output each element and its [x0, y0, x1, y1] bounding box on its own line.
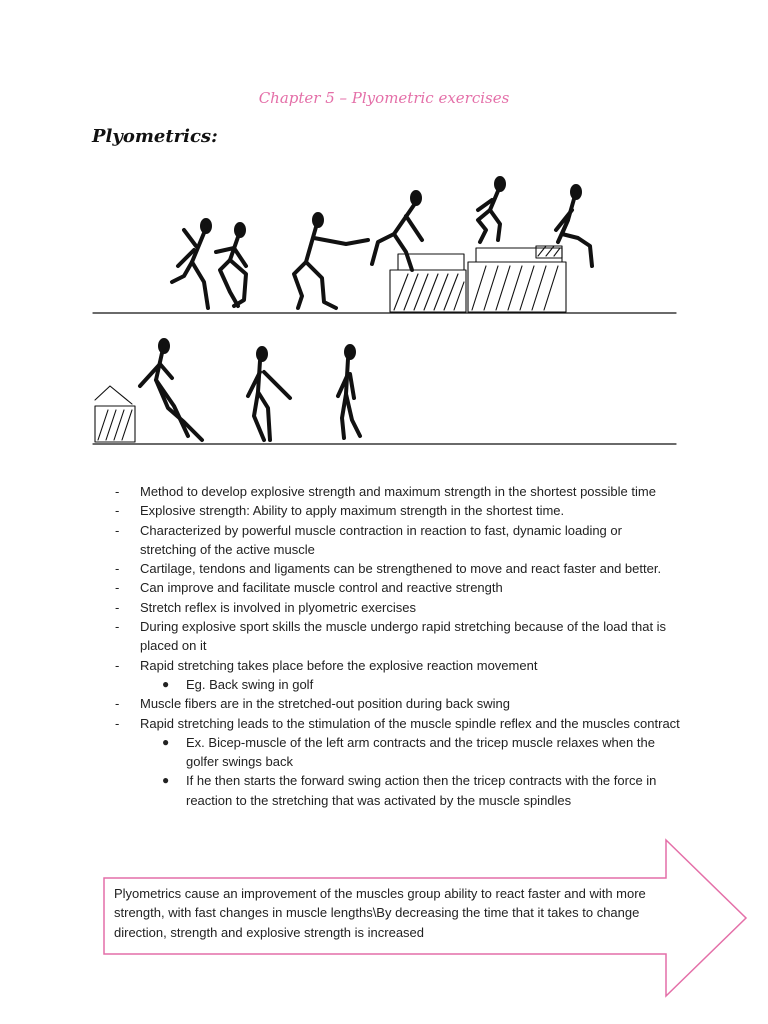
list-item: - During explosive sport skills the muscle undergo rapid stretching because of the load that is placed on it [115, 619, 667, 654]
bullet-dot-icon: ● [162, 734, 170, 749]
list-item-text: Rapid stretching takes place before the explosive reaction movement [140, 657, 538, 673]
athlete-figure-reach [294, 214, 368, 308]
athlete-figure-run [172, 220, 210, 308]
plyometric-sequence-illustration [88, 170, 688, 455]
sub-list-item [110, 771, 680, 810]
list-item-text: During explosive sport skills the muscle undergo rapid stretching because of the load that is placed on it [140, 619, 667, 654]
athlete-figure-crouch [216, 224, 246, 306]
section-heading: Plyometrics: [92, 126, 218, 147]
list-item-text: Explosive strength: Ability to apply maximum strength in the shortest time. [140, 503, 565, 519]
list-item-text: Cartilage, tendons and ligaments can be strengthened to move and react faster and better. [140, 561, 662, 577]
list-item-text: Can improve and facilitate muscle control and reactive strength [140, 580, 503, 596]
list-item-text: Rapid stretching leads to the stimulation of the muscle spindle reflex and the muscles contract [140, 715, 680, 731]
list-item: - Method to develop explosive strength and maximum strength in the shortest possible time [115, 484, 656, 499]
list-item: - Muscle fibers are in the stretched-out position during back swing [115, 696, 510, 712]
bullet-dot-icon: ● [162, 773, 170, 788]
list-item: - Cartilage, tendons and ligaments can be strengthened to move and react faster and better. [115, 561, 662, 577]
sub-list-item-text: Eg. Back swing in golf [186, 676, 314, 692]
list-item: - Rapid stretching takes place before the explosive reaction movement [115, 657, 538, 673]
athlete-figure-tuck-jump [478, 178, 504, 242]
athlete-figure-rebound [338, 346, 360, 438]
sub-list-item-text: If he then starts the forward swing action then the tricep contracts with the force in reaction to the stretching that was activated by the muscle spindles [186, 773, 657, 808]
list-item-text: Stretch reflex is involved in plyometric exercises [140, 599, 416, 615]
plyo-box-small [390, 254, 466, 312]
list-item: - Can improve and facilitate muscle control and reactive strength [115, 580, 503, 596]
summary-callout-text: Plyometrics cause an improvement of the muscles group ability to react faster and with more strength, with fast changes in muscle lengths\By decreasing the time that it takes to change direction, strength and explosive strength is increased [114, 886, 646, 940]
list-item: - Characterized by powerful muscle contraction in reaction to fast, dynamic loading or stretching of the active muscle [115, 522, 622, 557]
bullet-dot-icon: ● [162, 676, 170, 691]
athlete-figure-drop [140, 340, 202, 440]
list-item: - Stretch reflex is involved in plyometric exercises [115, 599, 416, 615]
list-item-text: Characterized by powerful muscle contraction in reaction to fast, dynamic loading or stretching of the active muscle [140, 522, 622, 557]
bullet-list [110, 482, 680, 810]
athlete-figure-squat-landing [248, 348, 290, 440]
sub-list-item [110, 733, 680, 772]
list-item-text: Method to develop explosive strength and maximum strength in the shortest possible time [140, 484, 656, 499]
plyo-box-row2 [95, 386, 135, 442]
list-item: - Rapid stretching leads to the stimulation of the muscle spindle reflex and the muscles contract [115, 715, 680, 731]
chapter-title: Chapter 5 – Plyometric exercises [258, 89, 510, 107]
sub-list-item [110, 675, 680, 694]
sub-list-item-text: Ex. Bicep-muscle of the left arm contracts and the tricep muscle relaxes when the golfer swings back [186, 734, 655, 770]
list-item: - Explosive strength: Ability to apply maximum strength in the shortest time. [115, 503, 565, 519]
list-item-text: Muscle fibers are in the stretched-out position during back swing [140, 696, 510, 712]
athlete-figure-land-on-box [556, 186, 592, 266]
athlete-figure-jump-onto-box [372, 192, 422, 270]
